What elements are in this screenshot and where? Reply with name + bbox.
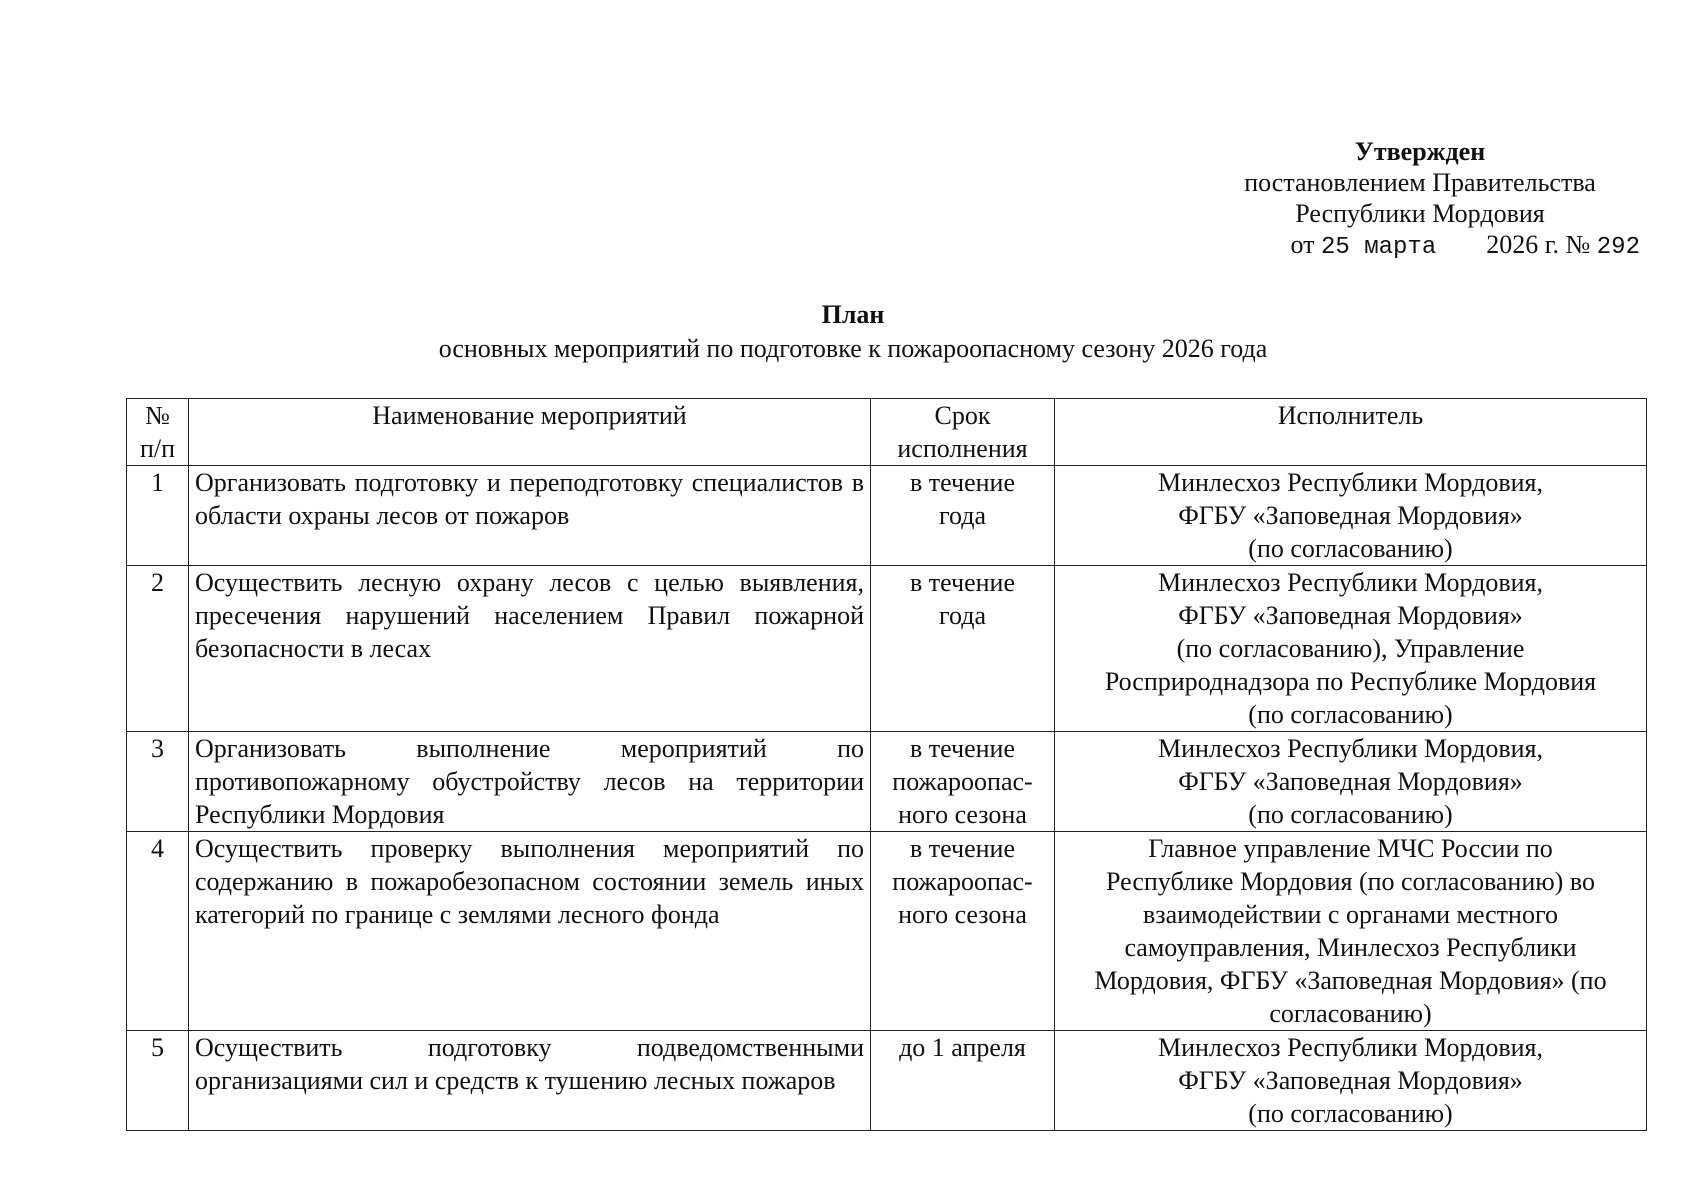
row-executor: Минлесхоз Республики Мордовия, ФГБУ «Заповедная Мордовия» (по согласованию) [1055,732,1647,832]
row-name: Осуществить подготовку подведомственными организациями сил и средств к тушению лесных пожаров [189,1031,871,1131]
header-term: Срок исполнения [871,399,1055,466]
table-row [127,1031,1647,1131]
row-term: в течение пожароопас- ного сезона [871,832,1055,1031]
row-name: Осуществить лесную охрану лесов с целью выявления, пресечения нарушений населением Правил пожарной безопасности в лесах [189,566,871,732]
document-subtitle: основных мероприятий по подготовке к пожароопасному сезону 2026 года [438,334,1268,363]
table-row [127,466,1647,566]
date-day-month: 25 марта [1321,234,1437,261]
row-name: Организовать выполнение мероприятий по противопожарному обустройству лесов на территории Республики Мордовия [189,732,871,832]
row-term: в течение года [871,566,1055,732]
row-term: в течение пожароопас- ного сезона [871,732,1055,832]
header-executor: Исполнитель [1055,399,1647,466]
row-num: 1 [127,466,189,566]
row-term: в течение года [871,466,1055,566]
row-num: 5 [127,1031,189,1131]
row-executor: Главное управление МЧС России по Республике Мордовия (по согласованию) во взаимодействии с органами местного самоуправления, Минлесхоз Республики Мордовия, ФГБУ «Заповедная Мордовия» (по согласованию) [1055,832,1647,1031]
header-num: № п/п [127,399,189,466]
date-year: 2026 г. № [1486,230,1591,259]
approval-line-2: Республики Мордовия [1295,199,1545,228]
approval-heading: Утвержден [1354,137,1486,166]
title-block [0,298,1706,366]
date-prefix: от [1290,230,1315,259]
plan-table [126,398,1647,1131]
row-name: Организовать подготовку и переподготовку специалистов в области охраны лесов от пожаров [189,466,871,566]
row-num: 3 [127,732,189,832]
approval-line-1: постановлением Правительства [1244,168,1596,197]
decree-number: 292 [1596,234,1640,261]
row-term: до 1 апреля [871,1031,1055,1131]
table-row [127,832,1647,1031]
row-num: 4 [127,832,189,1031]
table-row [127,732,1647,832]
row-executor: Минлесхоз Республики Мордовия, ФГБУ «Заповедная Мордовия» (по согласованию), Управление Росприроднадзора по Республике Мордовия (по согласованию) [1055,566,1647,732]
table-row [127,566,1647,732]
header-name: Наименование мероприятий [189,399,871,466]
row-executor: Минлесхоз Республики Мордовия, ФГБУ «Заповедная Мордовия» (по согласованию) [1055,1031,1647,1131]
row-num: 2 [127,566,189,732]
approval-date-line [1200,229,1640,263]
row-name: Осуществить проверку выполнения мероприятий по содержанию в пожаробезопасном состоянии земель иных категорий по границе с землями лесного фонда [189,832,871,1031]
document-title: План [821,300,885,329]
approval-block [1200,136,1640,263]
row-executor: Минлесхоз Республики Мордовия, ФГБУ «Заповедная Мордовия» (по согласованию) [1055,466,1647,566]
table-header-row [127,399,1647,466]
